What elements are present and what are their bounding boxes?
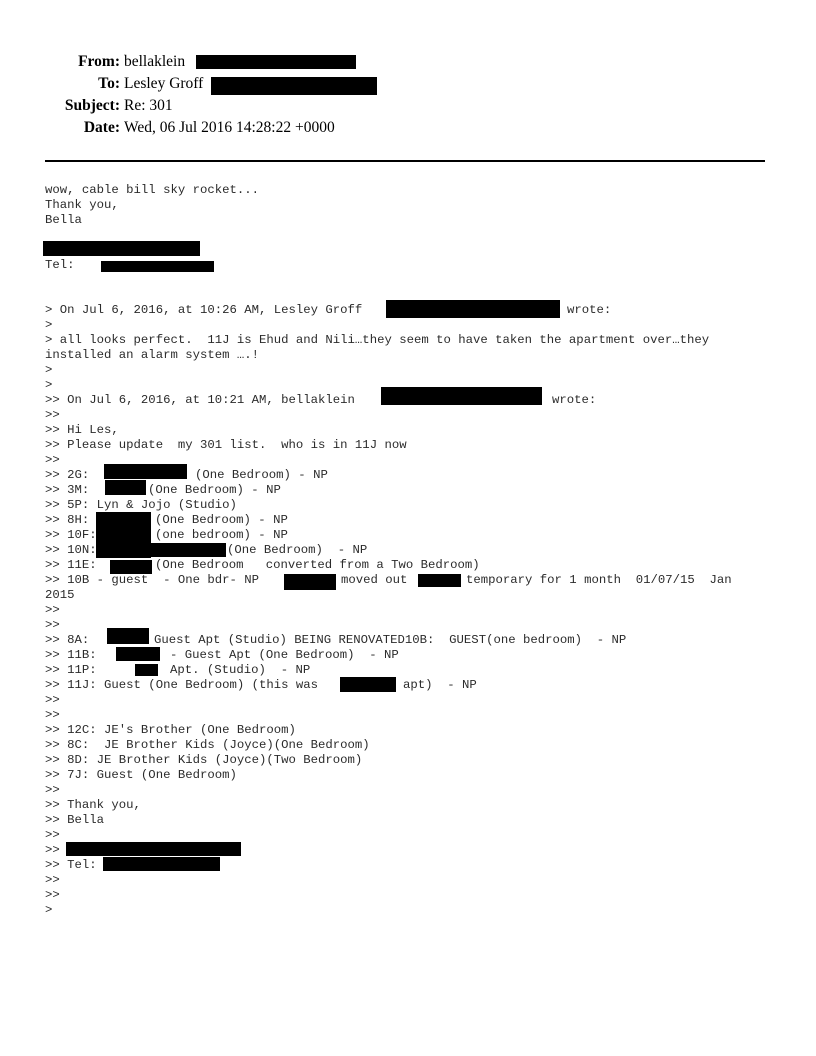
body-line: >> 2G: bbox=[45, 468, 90, 482]
body-line: >> bbox=[45, 453, 60, 467]
date-label: Date: bbox=[83, 119, 120, 136]
body-line: >> Please update my 301 list. who is in 11J now bbox=[45, 438, 407, 452]
body-line: >> 11E: bbox=[45, 558, 97, 572]
body-line: >> 8D: JE Brother Kids (Joyce)(Two Bedroom) bbox=[45, 753, 363, 767]
redaction-box bbox=[110, 560, 152, 574]
body-line: >> 8C: JE Brother Kids (Joyce)(One Bedroom) bbox=[45, 738, 370, 752]
body-line: (One Bedroom converted from a Two Bedroom) bbox=[155, 558, 480, 572]
body-line: > all looks perfect. 11J is Ehud and Nili…they seem to have taken the apartment over…they bbox=[45, 333, 710, 347]
body-line: Guest Apt (Studio) BEING RENOVATED10B: GUEST(one bedroom) - NP bbox=[154, 633, 627, 647]
redaction-box bbox=[101, 261, 214, 272]
body-line: >> bbox=[45, 693, 60, 707]
body-line: (One Bedroom) - NP bbox=[148, 483, 281, 497]
body-line: >> bbox=[45, 603, 60, 617]
body-line: >> bbox=[45, 618, 60, 632]
body-line: >> bbox=[45, 888, 60, 902]
redaction-box bbox=[340, 677, 396, 692]
from-value: bellaklein bbox=[124, 53, 186, 70]
redaction-box bbox=[386, 300, 560, 318]
body-line: > bbox=[45, 903, 53, 917]
redaction-box bbox=[104, 464, 187, 479]
body-line: > bbox=[45, 318, 53, 332]
body-line: Tel: bbox=[45, 258, 75, 272]
body-line: >> bbox=[45, 408, 60, 422]
body-line: >> 7J: Guest (One Bedroom) bbox=[45, 768, 237, 782]
body-line: temporary for 1 month 01/07/15 Jan bbox=[466, 573, 732, 587]
body-line: wrote: bbox=[567, 303, 612, 317]
body-line: >> Thank you, bbox=[45, 798, 141, 812]
body-line: >> 8H: bbox=[45, 513, 90, 527]
body-line: >> 11P: bbox=[45, 663, 97, 677]
body-line: (One Bedroom) - NP bbox=[195, 468, 328, 482]
body-line: Thank you, bbox=[45, 198, 119, 212]
body-line: wow, cable bill sky rocket... bbox=[45, 183, 260, 197]
body-line: - Guest Apt (One Bedroom) - NP bbox=[170, 648, 399, 662]
body-line: >> 10N: bbox=[45, 543, 97, 557]
body-line: apt) - NP bbox=[403, 678, 477, 692]
body-line: >> 3M: bbox=[45, 483, 90, 497]
body-line: >> 11B: bbox=[45, 648, 97, 662]
body-line: >> bbox=[45, 708, 60, 722]
body-line: >> Bella bbox=[45, 813, 105, 827]
body-line: >> bbox=[45, 873, 60, 887]
redaction-box bbox=[96, 512, 151, 558]
to-value: Lesley Groff bbox=[124, 75, 204, 92]
body-line: wrote: bbox=[552, 393, 597, 407]
redaction-box bbox=[418, 574, 461, 587]
redaction-box bbox=[43, 241, 200, 256]
body-line: >> Tel: bbox=[45, 858, 97, 872]
subject-label: Subject: bbox=[64, 97, 120, 114]
body-line: 2015 bbox=[45, 588, 75, 602]
redaction-box bbox=[151, 543, 226, 557]
date-value: Wed, 06 Jul 2016 14:28:22 +0000 bbox=[124, 119, 335, 136]
body-line: (one bedroom) - NP bbox=[155, 528, 288, 542]
body-line: >> bbox=[45, 783, 60, 797]
header-divider bbox=[45, 160, 765, 162]
body-line: Apt. (Studio) - NP bbox=[170, 663, 311, 677]
body-line: > bbox=[45, 363, 53, 377]
body-line: > On Jul 6, 2016, at 10:26 AM, Lesley Groff bbox=[45, 303, 363, 317]
body-line: >> Hi Les, bbox=[45, 423, 119, 437]
redaction-box bbox=[107, 628, 149, 644]
redaction-box bbox=[284, 574, 336, 590]
body-line: >> 10F: bbox=[45, 528, 97, 542]
body-line: >> 8A: bbox=[45, 633, 90, 647]
subject-value: Re: 301 bbox=[124, 97, 173, 114]
redaction-box bbox=[211, 77, 377, 95]
to-label: To: bbox=[98, 75, 120, 92]
body-line: >> 10B - guest - One bdr- NP bbox=[45, 573, 260, 587]
from-label: From: bbox=[78, 53, 120, 70]
body-line: (One Bedroom) - NP bbox=[227, 543, 368, 557]
redaction-box bbox=[381, 387, 542, 405]
redaction-box bbox=[135, 664, 158, 676]
body-line: >> On Jul 6, 2016, at 10:21 AM, bellaklein bbox=[45, 393, 355, 407]
body-line: moved out bbox=[341, 573, 408, 587]
redaction-box bbox=[103, 857, 220, 871]
body-line: >> 12C: JE's Brother (One Bedroom) bbox=[45, 723, 296, 737]
body-line: >> 5P: Lyn & Jojo (Studio) bbox=[45, 498, 237, 512]
body-line: (One Bedroom) - NP bbox=[155, 513, 288, 527]
body-line: installed an alarm system ….! bbox=[45, 348, 260, 362]
body-line: >> bbox=[45, 828, 60, 842]
body-line: Bella bbox=[45, 213, 82, 227]
body-line: >> 11J: Guest (One Bedroom) (this was bbox=[45, 678, 319, 692]
body-line: > bbox=[45, 378, 53, 392]
body-line: >> bbox=[45, 843, 60, 857]
redaction-box bbox=[66, 842, 241, 856]
redaction-box bbox=[196, 55, 356, 69]
redaction-box bbox=[116, 647, 160, 661]
redaction-box bbox=[105, 480, 146, 495]
